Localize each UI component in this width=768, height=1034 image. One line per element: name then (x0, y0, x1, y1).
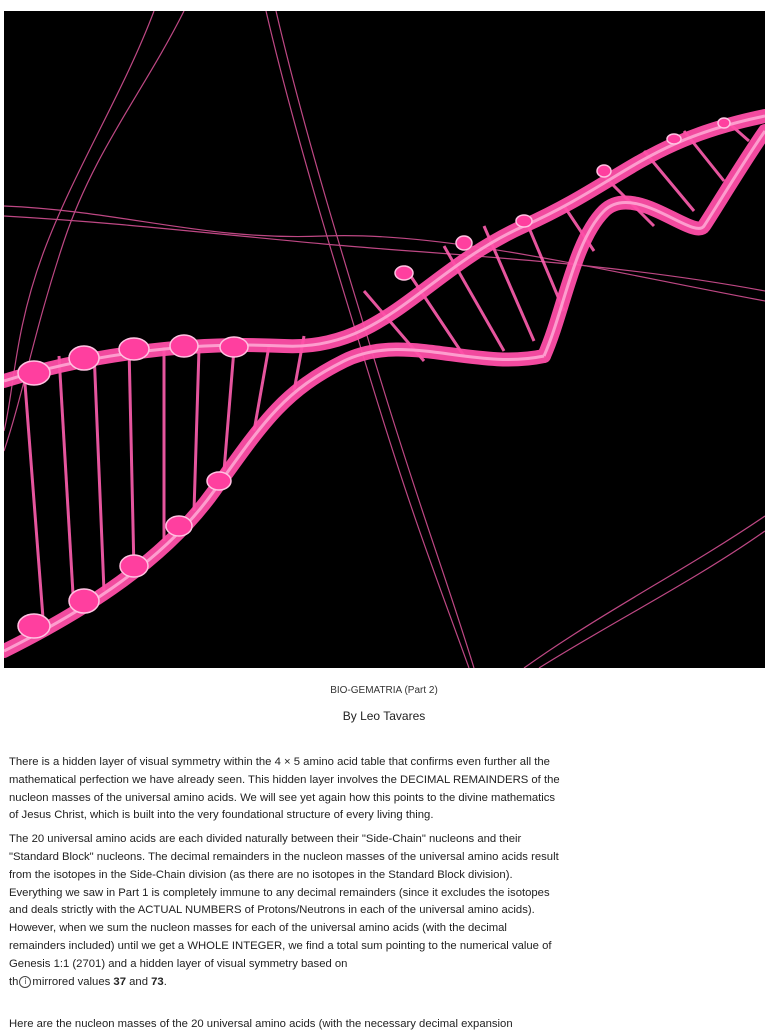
paragraph-intro: There is a hidden layer of visual symmetry within the 4 × 5 amino acid table that confirms even further all the mathematical perfection we have already seen. This hidden layer involves the DECIMAL REMAINDERS of the nucleon masses of the universal amino acids. We will see yet again how this points to the divine mathematics of Jesus Christ, which is built into the very foundational structure of every living thing. (9, 756, 560, 822)
value-37: 37 (113, 975, 126, 988)
paragraph-nucleon-masses: Here are the nucleon masses of the 20 universal amino acids (with the necessary decimal expansion (9, 1018, 513, 1030)
text-period: . (163, 975, 167, 988)
text-fragment: th (9, 975, 19, 988)
dna-helix-illustration (4, 11, 765, 668)
info-icon[interactable]: i (19, 976, 31, 988)
text-and: and (129, 975, 148, 988)
hero-image (4, 11, 765, 668)
value-73: 73 (151, 975, 164, 988)
article-body (9, 754, 565, 997)
image-caption: BIO-GEMATRIA (Part 2) (330, 685, 438, 696)
text-mirrored: mirrored values (32, 975, 111, 988)
author-byline: By Leo Tavares (342, 709, 426, 723)
paragraph-amino-acids (9, 831, 565, 991)
paragraph-amino-acids-text: The 20 universal amino acids are each divided naturally between their "Side-Chain" nucleons and their "Standard Block" nucleons. The decimal remainders in the nucleon masses of the universal amino acids result from the isotopes in the Side-Chain division (as there are no isotopes in the Standard Block division). Everything we saw in Part 1 is completely immune to any decimal remainders (since it excludes the isotopes and deals strictly with the ACTUAL NUMBERS of Protons/Neutrons in each of the universal amino acids). However, when we sum the nucleon masses for each of the universal amino acids (with the decimal remainders included) until we get a WHOLE INTEGER, we find a total sum pointing to the numerical value of Genesis 1:1 (2701) and a hidden layer of visual symmetry based on (9, 833, 559, 970)
